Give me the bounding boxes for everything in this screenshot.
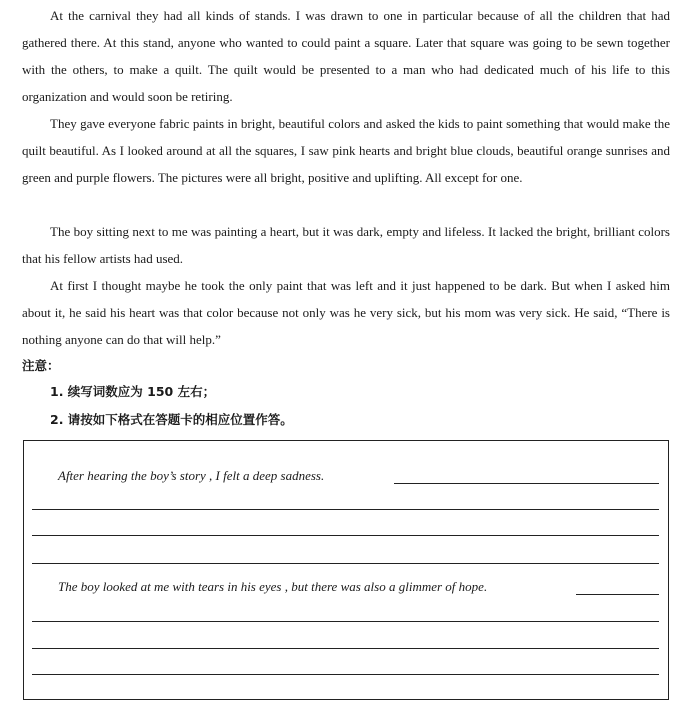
prompt-1-blank[interactable] — [394, 483, 659, 484]
prompt-2-blank[interactable] — [576, 594, 659, 595]
writing-line-4[interactable] — [32, 621, 659, 622]
writing-line-2[interactable] — [32, 535, 659, 536]
passage-paragraph-4: At first I thought maybe he took the only paint that was left and it just happened to be dark. But when I asked him about it, he said his heart was that color because not only was he very sick, but his mom was very sick. He said, “There is nothing anyone can do that will help.” — [22, 278, 670, 347]
answer-box — [23, 440, 669, 700]
passage-paragraph-2: They gave everyone fabric paints in bright, beautiful colors and asked the kids to paint something that would make the quilt beautiful. As I looked around at all the squares, I saw pink hearts and bright blue clouds, beautiful orange sunrises and green and purple flowers. The pictures were all bright, positive and uplifting. All except for one. — [22, 116, 670, 185]
passage-paragraph-3: The boy sitting next to me was painting a heart, but it was dark, empty and lifeless. It lacked the bright, brilliant colors that his fellow artists had used. — [22, 224, 670, 266]
continuation-prompt-1: After hearing the boy’s story , I felt a deep sadness. — [58, 468, 325, 483]
continuation-prompt-2: The boy looked at me with tears in his eyes , but there was also a glimmer of hope. — [58, 579, 488, 594]
writing-line-6[interactable] — [32, 674, 659, 675]
writing-line-3[interactable] — [32, 563, 659, 564]
notes-heading: 注意： — [22, 358, 60, 373]
note-item-1: 1. 续写词数应为 150 左右； — [50, 384, 216, 399]
writing-line-1[interactable] — [32, 509, 659, 510]
note-item-2: 2. 请按如下格式在答题卡的相应位置作答。 — [50, 412, 293, 427]
passage-paragraph-1: At the carnival they had all kinds of stands. I was drawn to one in particular because of all the children that had gathered there. At this stand, anyone who wanted to could paint a square. Later that square was going to be sewn together with the others, to make a quilt. The quilt would be presented to a man who had dedicated much of his life to this organization and would soon be retiring. — [22, 8, 670, 104]
writing-line-5[interactable] — [32, 648, 659, 649]
